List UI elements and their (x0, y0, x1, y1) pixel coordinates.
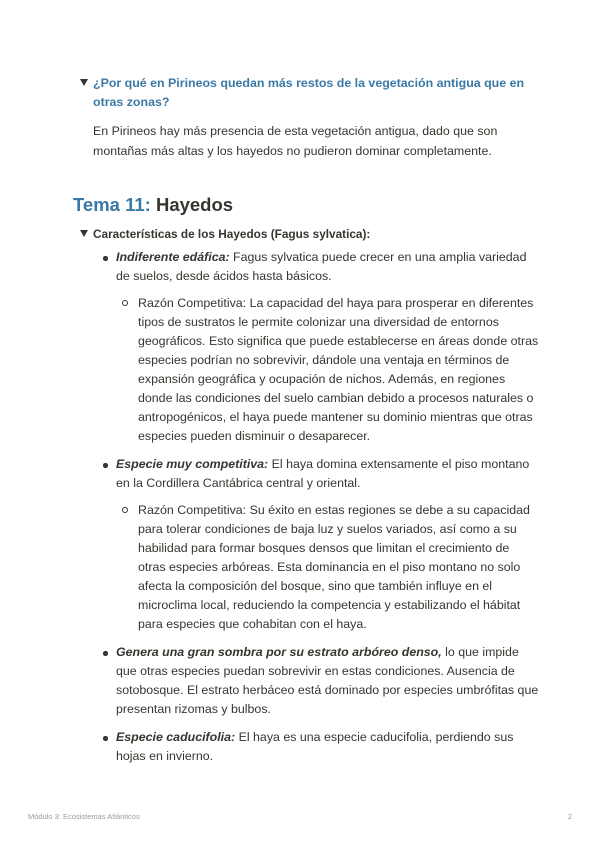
sub-list (116, 501, 540, 634)
item-text: El haya domina extensamente el piso montano en la Cordillera Cantábrica central y oriental. (116, 457, 530, 490)
item-term: Indiferente edáfica: (116, 250, 230, 264)
characteristics-list (100, 248, 540, 775)
heading-number: Tema 11: (73, 194, 151, 215)
sub-list-item: Razón Competitiva: La capacidad del haya para prosperar en diferentes tipos de sustratos le permite colonizar una diversidad de entornos geográficos. Esto significa que puede establecerse en áreas donde otras especies podrían no sobrevivir, dándole una ventaja en términos de expansión geográfica y ocupación de nichos. Además, en regiones donde las condiciones del suelo cambian debido a procesos naturales o antropogénicos, el haya puede mantener su dominio mientras que otras especies pueden disminuir o desaparecer. (116, 294, 540, 446)
characteristics-toggle-header[interactable] (80, 226, 540, 242)
heading-title: Hayedos (155, 194, 234, 215)
question-title: ¿Por qué en Pirineos quedan más restos de la vegetación antigua que en otras zonas? (93, 76, 525, 109)
sub-list (116, 294, 540, 446)
item-term: Genera una gran sombra por su estrato arbóreo denso, (116, 645, 442, 659)
item-text: El haya es una especie caducifolia, perdiendo sus hojas en invierno. (116, 730, 514, 763)
list-item (100, 455, 540, 634)
footer-module-label: Módulo 3: Ecosistemas Atlánticos (28, 812, 140, 821)
item-text: Fagus sylvatica puede crecer en una amplia variedad de suelos, desde ácidos hasta básicos. (116, 250, 527, 283)
question-toggle-header[interactable] (80, 74, 540, 112)
item-term: Especie muy competitiva: (116, 457, 269, 471)
item-term: Especie caducifolia: (116, 730, 236, 744)
item-text: lo que impide que otras especies puedan sobrevivir en estas condiciones. Ausencia de sotobosque. El estrato herbáceo está dominado por especies umbrófitas que presentan rizomas y bulbos. (116, 645, 539, 716)
toggle-triangle-icon[interactable] (80, 230, 88, 237)
list-item (100, 643, 540, 719)
toggle-triangle-icon[interactable] (80, 79, 88, 86)
question-toggle[interactable] (80, 74, 540, 161)
list-item (100, 248, 540, 446)
characteristics-toggle[interactable] (80, 226, 540, 242)
characteristics-title: Características de los Hayedos (Fagus sylvatica): (93, 227, 371, 241)
page-heading (73, 193, 233, 217)
footer-page-number: 2 (567, 812, 572, 821)
page-footer (28, 812, 572, 821)
list-item (100, 728, 540, 766)
sub-list-item: Razón Competitiva: Su éxito en estas regiones se debe a su capacidad para tolerar condiciones de baja luz y suelos variados, así como a su habilidad para formar bosques densos que limitan el crecimiento de otras especies arbóreas. Esta dominancia en el piso montano no solo afecta la composición del bosque, sino que también influye en el microclima local, reduciendo la competencia y estabilizando el hábitat para especies que cohabitan con el haya. (116, 501, 540, 634)
question-answer: En Pirineos hay más presencia de esta vegetación antigua, dado que son montañas más altas y los hayedos no pudieron dominar completamente. (93, 124, 498, 158)
